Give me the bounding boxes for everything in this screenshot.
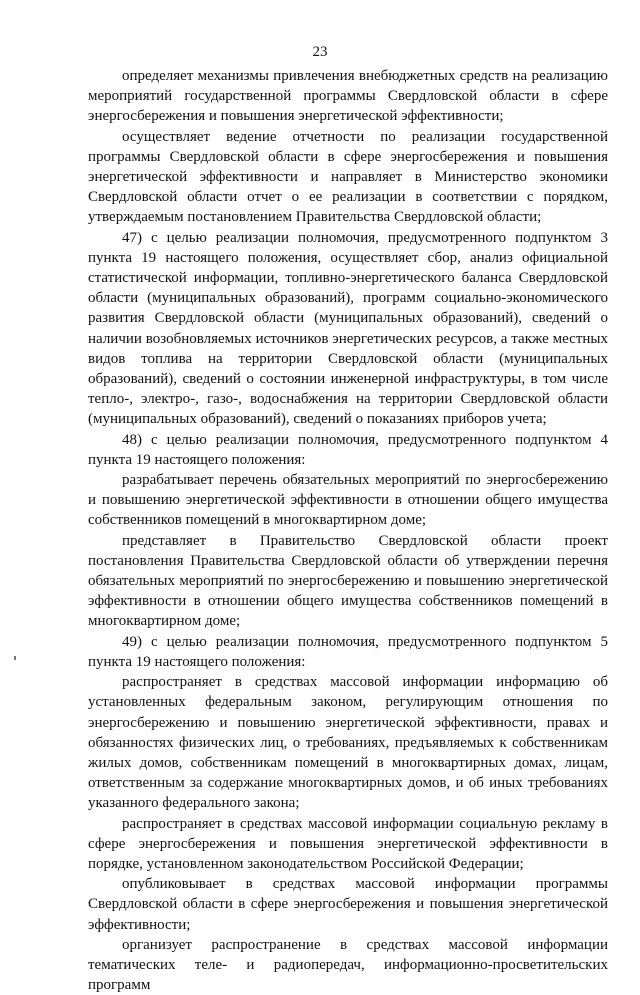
paragraph-social-advertising: распространяет в средствах массовой информации социальную рекламу в сфере энергосбережения и повышения энергетической эффективности в порядке, установленном законодательством Российской Федерации;	[88, 815, 608, 872]
paragraph-mechanisms: определяет механизмы привлечения внебюджетных средств на реализацию мероприятий государственной программы Свердловской области в сфере энергосбережения и повышения энергетической эффективности;	[88, 68, 608, 125]
document-body	[88, 66, 608, 995]
paragraph-publishes-programs: опубликовывает в средствах массовой информации программы Свердловской области в сфере энергосбережения и повышения энергетической эффективности;	[88, 876, 608, 933]
paragraph-item-49: 49) с целью реализации полномочия, предусмотренного подпунктом 5 пункта 19 настоящего положения:	[88, 633, 608, 670]
scan-mark	[14, 656, 16, 660]
paragraph-submits-draft: представляет в Правительство Свердловской области проект постановления Правительства Свердловской области об утверждении перечня обязательных мероприятий по энергосбережению и повышению энергетической эффективности в отношении общего имущества собственников помещений в многоквартирном доме;	[88, 532, 608, 630]
paragraph-distributes-information: распространяет в средствах массовой информации информацию об установленных федеральным законом, регулирующим отношения по энергосбережению и повышению энергетической эффективности, правах и обязанностях физических лиц, о требованиях, предъявляемых к собственникам жилых домов, собственникам помещений в многоквартирных домах, лицам, ответственным за содержание многоквартирных домов, и об иных требованиях указанного федерального закона;	[88, 674, 608, 812]
paragraph-item-47: 47) с целью реализации полномочия, предусмотренного подпунктом 3 пункта 19 настоящего положения, осуществляет сбор, анализ официальной статистической информации, топливно-энергетического баланса Свердловской области (муниципальных образований), программ социально-экономического развития Свердловской области (муниципальных образований), сведений о наличии возобновляемых источников энергетических ресурсов, а также местных видов топлива на территории Свердловской области (муниципальных образований), сведений о состоянии инженерной инфраструктуры, в том числе тепло-, электро-, газо-, водоснабжения на территории Свердловской области (муниципальных образований), сведений о показаниях приборов учета;	[88, 229, 608, 428]
paragraph-organizes-broadcasts: организует распространение в средствах массовой информации тематических теле- и радиопередач, информационно-просветительских программ	[88, 936, 608, 994]
paragraph-develops-list: разрабатывает перечень обязательных мероприятий по энергосбережению и повышению энергетической эффективности в отношении общего имущества собственников помещений в многоквартирном доме;	[88, 472, 608, 529]
page-number: 23	[312, 44, 328, 60]
paragraph-reporting: осуществляет ведение отчетности по реализации государственной программы Свердловской области в сфере энергосбережения и повышения энергетической эффективности и направляет в Министерство экономики Свердловской области отчет о ее реализации в соответствии с порядком, утверждаемым постановлением Правительства Свердловской области;	[88, 128, 608, 226]
paragraph-item-48: 48) с целью реализации полномочия, предусмотренного подпунктом 4 пункта 19 настоящего положения:	[88, 431, 608, 468]
